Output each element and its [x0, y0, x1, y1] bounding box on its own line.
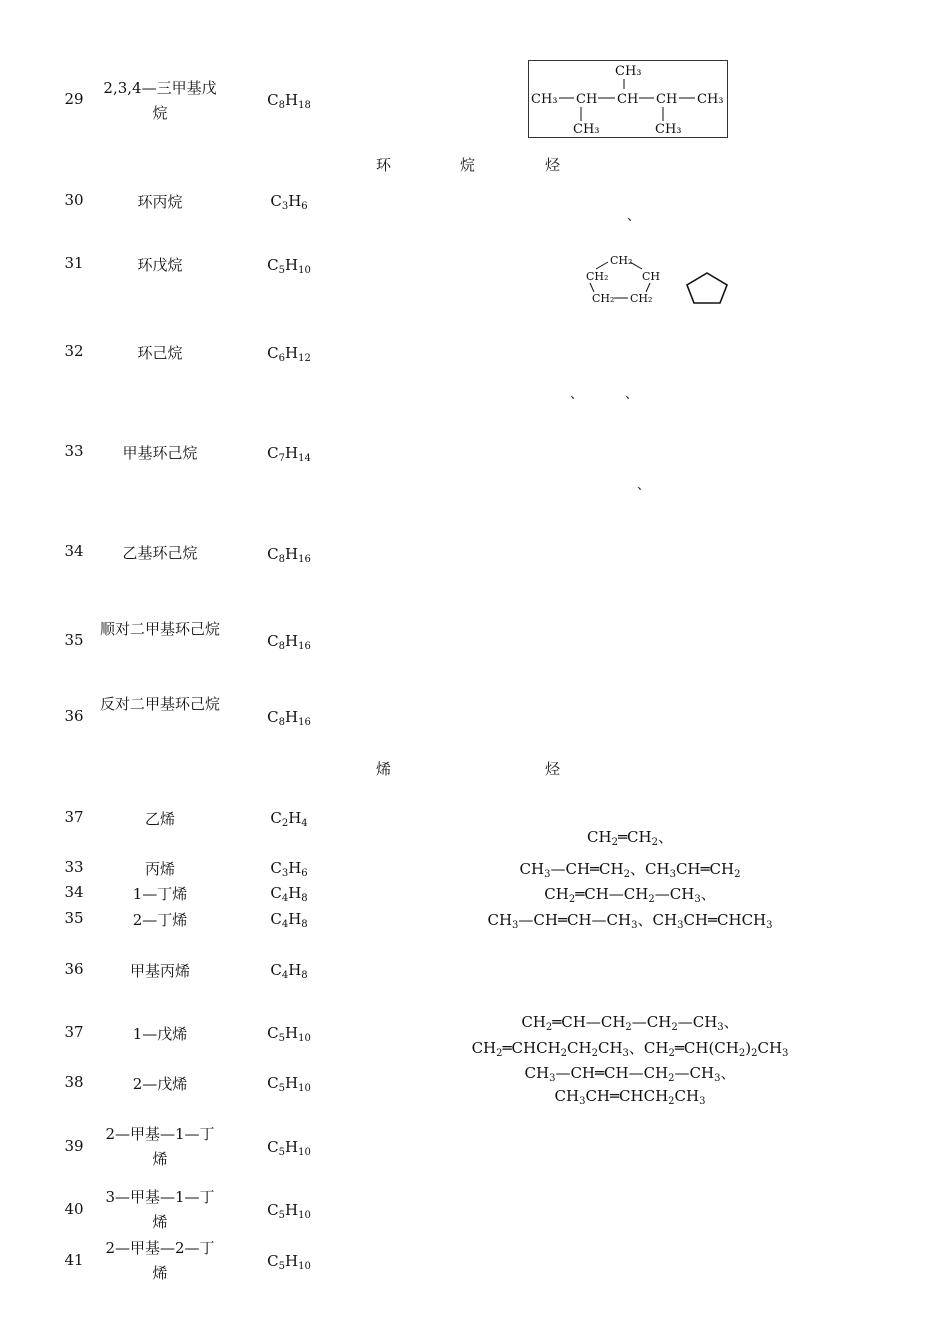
compound-name: 2,3,4—三甲基戊烷 — [103, 79, 217, 122]
1-pentene-structure-b: $CH_2═CHCH_2CH_2CH_3$、$CH_2═CH(CH_2)_2CH_3$ — [471, 1039, 789, 1059]
row-number: 33 — [64, 858, 84, 876]
molecular-formula: $C_5H_{10}$ — [267, 1138, 311, 1158]
row-number: 40 — [64, 1200, 84, 1218]
compound-name: 乙烯 — [144, 810, 175, 828]
molecular-formula: $C_5H_{10}$ — [267, 1074, 311, 1094]
svg-text:CH: CH — [642, 270, 660, 283]
1-pentene-structure-a: $CH_2═CH—CH_2—CH_2—CH_3$、 — [521, 1013, 739, 1033]
molecular-formula: $C_2H_4$ — [270, 809, 308, 829]
row-number: 35 — [64, 631, 84, 649]
molecular-formula: $C_8H_{16}$ — [267, 708, 311, 728]
svg-text:CH₂: CH₂ — [592, 292, 615, 305]
molecular-formula: $C_5H_{10}$ — [267, 1201, 311, 1221]
compound-name: 环己烷 — [137, 344, 183, 362]
svg-text:CH₂: CH₂ — [630, 292, 653, 305]
section-alkene-2: 烃 — [545, 760, 561, 778]
molecular-formula: $C_8H_{18}$ — [267, 91, 311, 111]
compound-name: 环戊烷 — [137, 256, 183, 274]
molecular-formula: $C_4H_8$ — [270, 884, 308, 904]
molecular-formula: $C_4H_8$ — [270, 961, 308, 981]
separator-mark: 、 — [570, 387, 584, 402]
molecular-formula: $C_8H_{16}$ — [267, 632, 311, 652]
row-number: 41 — [64, 1251, 84, 1269]
svg-text:CH₂: CH₂ — [610, 254, 633, 267]
compound-name: 1—戊烯 — [132, 1025, 188, 1043]
molecular-formula: $C_3H_6$ — [270, 192, 308, 212]
svg-text:CH₂: CH₂ — [586, 270, 609, 283]
compound-name: 2—戊烯 — [132, 1075, 188, 1093]
2-butene-structure: $CH_3—CH═CH—CH_3$、$CH_3CH═CHCH_3$ — [487, 911, 773, 931]
compound-name: 2—甲基—2—丁烯 — [105, 1239, 215, 1282]
section-cycloalkane-3: 烃 — [545, 156, 561, 174]
chain-2: CH — [576, 92, 598, 107]
row-number: 33 — [64, 442, 84, 460]
compound-name: 甲基环己烷 — [122, 444, 198, 462]
molecular-formula: $C_5H_{10}$ — [267, 256, 311, 276]
row-number: 39 — [64, 1137, 84, 1155]
chain-4: CH — [656, 92, 678, 107]
molecular-formula: $C_8H_{16}$ — [267, 545, 311, 565]
cyclopentane-structure — [580, 250, 660, 310]
separator-mark: 、 — [625, 387, 639, 402]
separator-mark: 、 — [627, 209, 641, 224]
row-number: 31 — [64, 254, 84, 272]
section-alkene-1: 烯 — [376, 760, 392, 778]
chain-5: CH₃ — [697, 92, 724, 107]
compound-name: 丙烯 — [144, 860, 175, 878]
separator-mark: 、 — [637, 478, 651, 493]
molecular-formula: $C_7H_{14}$ — [267, 444, 311, 464]
trimethylpentane-structure — [528, 60, 728, 138]
compound-name: 1—丁烯 — [132, 885, 188, 903]
2-pentene-structure-b: $CH_3CH═CHCH_2CH_3$ — [554, 1087, 706, 1107]
top-methyl-label: CH₃ — [615, 64, 642, 79]
compound-name: 甲基丙烯 — [129, 962, 190, 980]
molecular-formula: $C_4H_8$ — [270, 910, 308, 930]
2-pentene-structure-a: $CH_3—CH═CH—CH_2—CH_3$、 — [524, 1064, 736, 1084]
row-number: 30 — [64, 191, 84, 209]
molecular-formula: $C_5H_{10}$ — [267, 1252, 311, 1272]
1-butene-structure: $CH_2═CH—CH_2—CH_3$、 — [544, 885, 716, 905]
row-number: 36 — [64, 960, 84, 978]
chain-1: CH₃ — [531, 92, 558, 107]
section-cycloalkane-2: 烷 — [460, 156, 476, 174]
row-number: 36 — [64, 707, 84, 725]
row-number: 34 — [64, 542, 84, 560]
propene-structure: $CH_3—CH═CH_2$、$CH_3CH═CH_2$ — [519, 860, 741, 880]
molecular-formula: $C_5H_{10}$ — [267, 1024, 311, 1044]
compound-name: 3—甲基—1—丁烯 — [105, 1188, 215, 1231]
molecular-formula: $C_6H_{12}$ — [267, 344, 311, 364]
bottom-methyl-left: CH₃ — [573, 122, 600, 137]
row-number: 37 — [64, 808, 84, 826]
pentagon-icon — [684, 271, 730, 305]
bottom-methyl-right: CH₃ — [655, 122, 682, 137]
compound-name: 顺对二甲基环己烷 — [100, 620, 221, 638]
compound-name: 环丙烷 — [137, 193, 183, 211]
row-number: 38 — [64, 1073, 84, 1091]
molecular-formula: $C_3H_6$ — [270, 859, 308, 879]
section-cycloalkane-1: 环 — [376, 156, 392, 174]
row-number: 29 — [64, 90, 84, 108]
row-number: 35 — [64, 909, 84, 927]
row-number: 34 — [64, 883, 84, 901]
compound-name: 2—丁烯 — [132, 911, 188, 929]
row-number: 37 — [64, 1023, 84, 1041]
compound-name: 2—甲基—1—丁烯 — [105, 1125, 215, 1168]
compound-name: 反对二甲基环己烷 — [100, 695, 221, 713]
row-number: 32 — [64, 342, 84, 360]
compound-name: 乙基环己烷 — [122, 544, 198, 562]
ethene-structure: $CH_2═CH_2$、 — [587, 828, 673, 848]
chain-3: CH — [617, 92, 639, 107]
